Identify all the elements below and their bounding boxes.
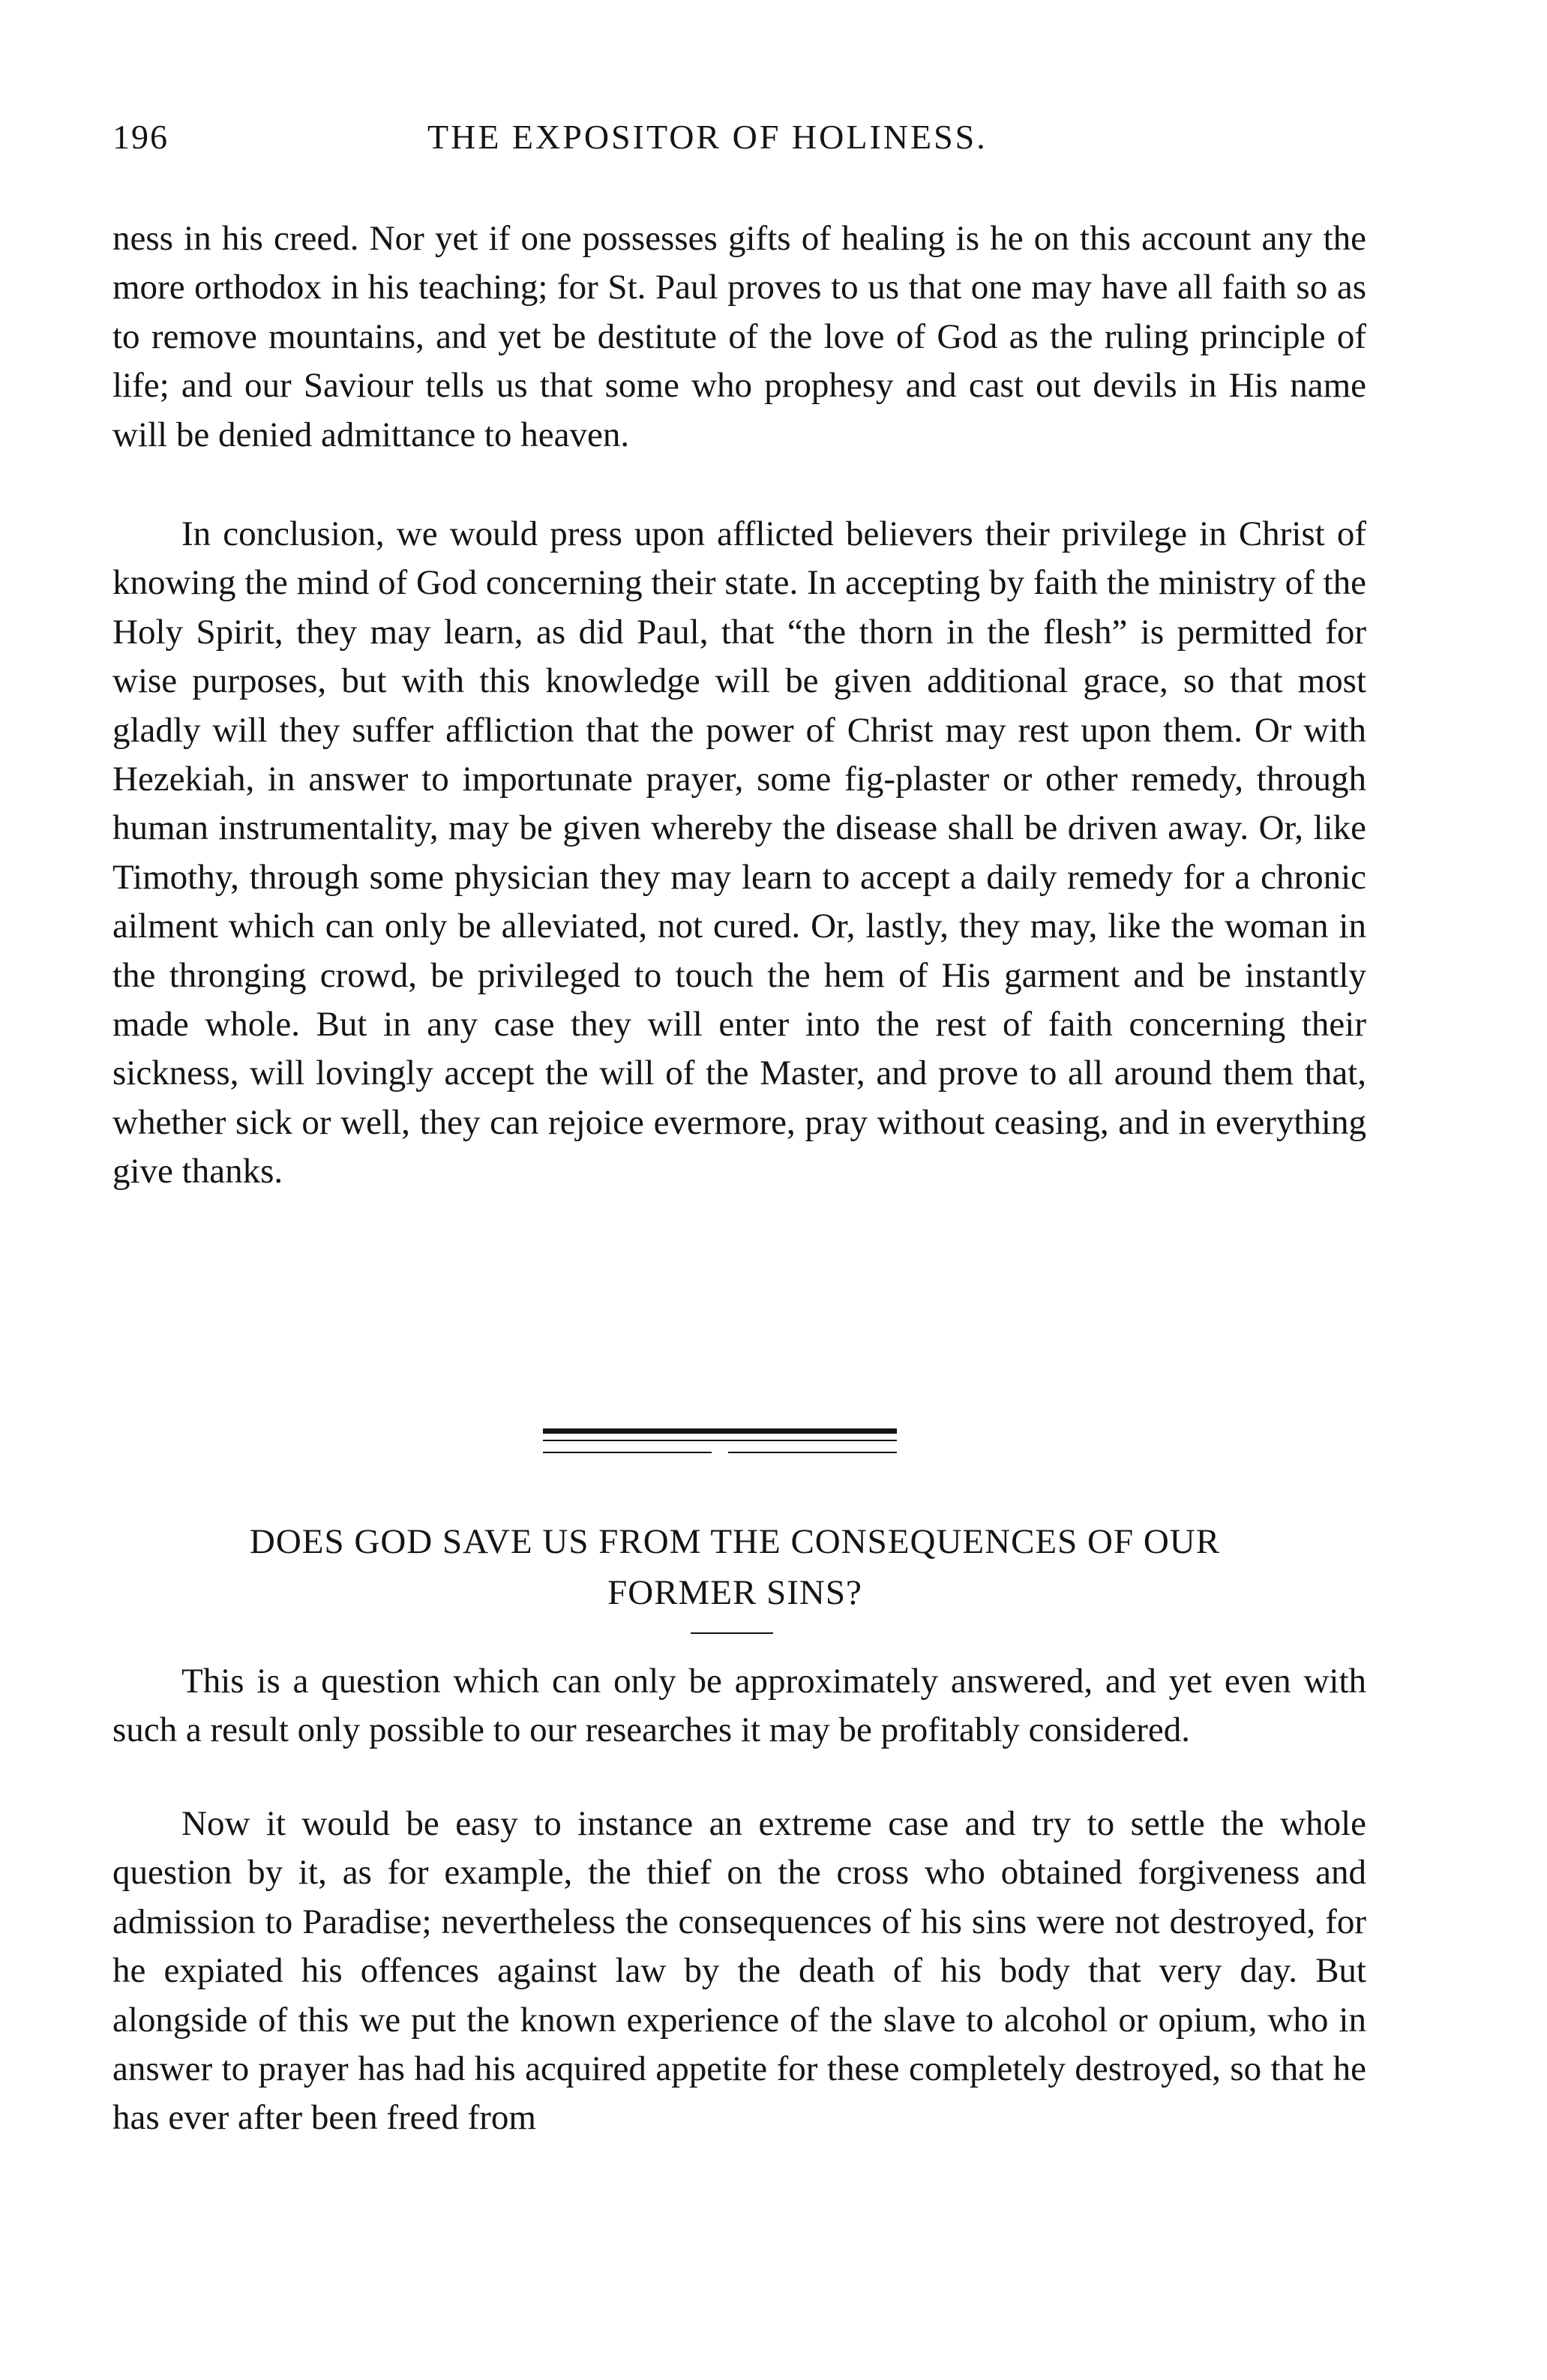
body-paragraph: Now it would be easy to instance an extreme case and try to settle the whole question by it, as for example, the thief on the cross who obtained forgiveness and admission to Paradise; nevertheless the consequences of his sins were not destroyed, for he expiated his offences against law by the death of his body that very day. But alongside of this we put the known experience of the slave to alcohol or opium, who in answer to prayer has had his acquired appetite for these completely destroyed, so that he has ever after been freed from xyxy=(112,1804,1366,2138)
running-title: THE EXPOSITOR OF HOLINESS. xyxy=(427,118,988,156)
conclusion-paragraph: In conclusion, we would press upon afflicted believers their privilege in Christ of knowing the mind of God concerning their state. In accepting by faith the ministry of the Holy Spirit, they may learn, as did Paul, that “the thorn in the flesh” is permitted for wise purposes, but with this knowledge will be given additional grace, so that most gladly will they suffer affliction that the power of Christ may rest upon them. Or with Hezekiah, in answer to importunate prayer, some fig-plaster or other remedy, through human instrumentality, may be given whereby the disease shall be driven away. Or, like Timothy, through some physician they may learn to accept a daily remedy for a chronic ailment which can only be alleviated, not cured. Or, lastly, they may, like the woman in the thronging crowd, be privileged to touch the hem of His garment and be instantly made whole. But in any case they will enter into the rest of faith concerning their sickness, will lovingly accept the will of the Master, and prove to all around them that, whether sick or well, they can rejoice evermore, pray without ceasing, and in everything give thanks. xyxy=(112,514,1366,1191)
article-heading xyxy=(97,1516,1372,1618)
divider-left-rule xyxy=(543,1452,712,1453)
divider-split-rules xyxy=(543,1452,897,1453)
page-header xyxy=(112,117,1372,162)
page-number: 196 xyxy=(112,118,169,156)
divider-thin-rule xyxy=(543,1440,897,1441)
opening-paragraph: This is a question which can only be approximately answered, and yet even with such a result only possible to our researches it may be profitably considered. xyxy=(112,1662,1366,1750)
divider-right-rule xyxy=(728,1452,897,1453)
continued-paragraph: ness in his creed. Nor yet if one possesses gifts of healing is he on this account any the more orthodox in his teaching; for St. Paul proves to us that one may have all faith so as to remove mountains, and yet be destitute of the love of God as the ruling principle of life; and our Saviour tells us that some who prophesy and cast out devils in His name will be denied admittance to heaven. xyxy=(112,219,1366,454)
heading-underline-rule xyxy=(691,1632,773,1634)
section-divider xyxy=(543,1428,897,1453)
heading-line-1: DOES GOD SAVE US FROM THE CONSEQUENCES OF OUR xyxy=(249,1522,1221,1561)
heading-line-2: FORMER SINS? xyxy=(607,1573,862,1612)
divider-thick-rule xyxy=(543,1428,897,1434)
